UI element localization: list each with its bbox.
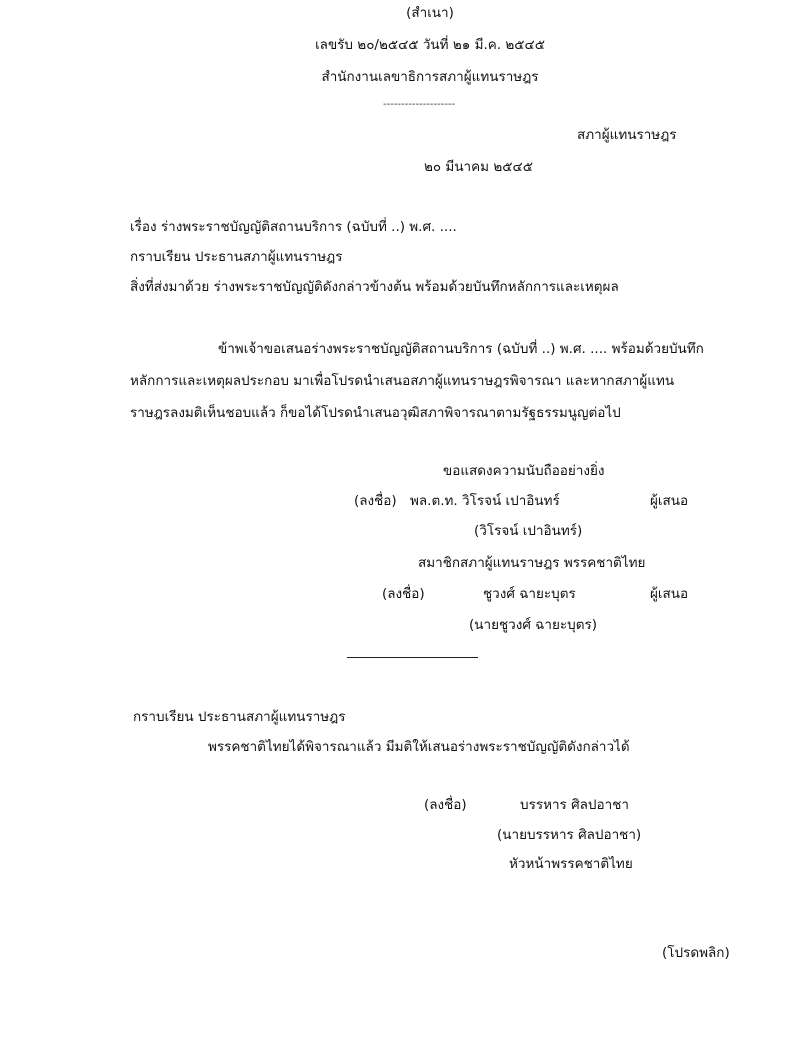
enclosure-line: สิ่งที่ส่งมาด้วย ร่างพระราชบัญญัติดังกล่าวข้างต้น พร้อมด้วยบันทึกหลักการและเหตุผล — [130, 279, 619, 295]
subject-line: เรื่อง ร่างพระราชบัญญัติสถานบริการ (ฉบับที่ ..) พ.ศ. .... — [130, 219, 457, 235]
closing-phrase: ขอแสดงความนับถืออย่างยิ่ง — [443, 463, 605, 479]
header-dashes: -------------------- — [383, 99, 456, 110]
endorsement-salutation: กราบเรียน ประธานสภาผู้แทนราษฎร — [133, 709, 346, 725]
salutation-line: กราบเรียน ประธานสภาผู้แทนราษฎร — [130, 249, 343, 265]
turn-over-note: (โปรดพลิก) — [662, 945, 730, 961]
signature-1-printed-name: (วิโรจน์ เปาอินทร์) — [474, 523, 583, 539]
member-affiliation: สมาชิกสภาผู้แทนราษฎร พรรคชาติไทย — [418, 555, 646, 571]
section-divider — [347, 657, 478, 658]
body-line-2: หลักการและเหตุผลประกอบ มาเพื่อโปรดนำเสนอสภาผู้แทนราษฎรพิจารณา และหากสภาผู้แทน — [130, 373, 675, 389]
copy-mark: (สำเนา) — [406, 5, 454, 21]
endorsement-sign-name: บรรหาร ศิลปอาชา — [520, 797, 629, 813]
signature-1-role: ผู้เสนอ — [650, 493, 689, 509]
signature-2-role: ผู้เสนอ — [650, 586, 689, 602]
signature-1-name: พล.ต.ท. วิโรจน์ เปาอินทร์ — [410, 493, 560, 509]
endorsement-sign-label: (ลงชื่อ) — [424, 797, 467, 813]
recipient-org: สภาผู้แทนราษฎร — [577, 127, 677, 143]
signature-2-printed-name: (นายชูวงศ์ ฉายะบุตร) — [469, 617, 597, 633]
endorsement-statement: พรรคชาติไทยได้พิจารณาแล้ว มีมติให้เสนอร่างพระราชบัญญัติดังกล่าวได้ — [208, 739, 630, 755]
signature-1-label: (ลงชื่อ) — [354, 493, 397, 509]
body-line-3: ราษฎรลงมติเห็นชอบแล้ว ก็ขอได้โปรดนำเสนอวุฒิสภาพิจารณาตามรัฐธรรมนูญต่อไป — [130, 405, 621, 421]
letter-date: ๒๐ มีนาคม ๒๕๔๕ — [424, 159, 533, 175]
endorsement-title: หัวหน้าพรรคชาติไทย — [509, 856, 633, 872]
signature-2-name: ชูวงศ์ ฉายะบุตร — [483, 586, 576, 602]
signature-2-label: (ลงชื่อ) — [382, 586, 425, 602]
body-line-1: ข้าพเจ้าขอเสนอร่างพระราชบัญญัติสถานบริการ (ฉบับที่ ..) พ.ศ. .... พร้อมด้วยบันทึก — [218, 341, 704, 357]
office-name: สำนักงานเลขาธิการสภาผู้แทนราษฎร — [321, 69, 539, 85]
received-number: เลขรับ ๒๐/๒๕๔๕ วันที่ ๒๑ มี.ค. ๒๕๔๕ — [315, 37, 545, 53]
endorsement-printed-name: (นายบรรหาร ศิลปอาชา) — [497, 827, 642, 843]
